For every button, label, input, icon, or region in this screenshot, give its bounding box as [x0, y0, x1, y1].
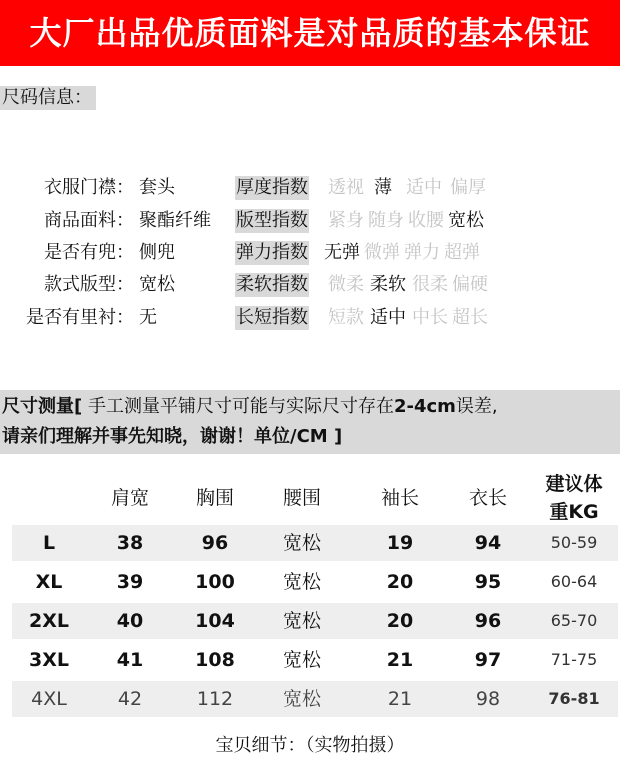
length-cell: 94 [474, 532, 502, 554]
weight-cell: 60-64 [550, 572, 598, 591]
attr-label: 衣服门襟 [44, 177, 116, 198]
measurement-title: 尺寸测量[ [2, 396, 83, 417]
attr-value: 无 [139, 307, 157, 328]
index-option: 中长 [412, 307, 448, 328]
length-cell: 95 [474, 571, 502, 593]
sleeve-cell: 21 [387, 688, 413, 710]
attr-value: 侧兜 [139, 242, 175, 263]
weight-cell: 76-81 [548, 689, 600, 708]
size-cell: XL [35, 571, 63, 593]
attr-label: 是否有里衬 [26, 307, 116, 328]
column-header-waist: 腰围 [282, 487, 321, 509]
column-header-weight-2: 重KG [549, 501, 599, 523]
weight-cell: 65-70 [550, 611, 598, 630]
chest-cell: 112 [196, 688, 234, 710]
waist-cell: 宽松 [282, 688, 321, 710]
chest-cell: 100 [195, 571, 235, 593]
sleeve-cell: 20 [386, 571, 414, 593]
index-name: 长短指数 [236, 307, 308, 328]
size-info-label: 尺码信息： [0, 86, 96, 110]
size-cell: 3XL [29, 649, 69, 671]
index-option: 超长 [452, 307, 488, 328]
chest-cell: 108 [195, 649, 235, 671]
attr-label: 是否有兜 [44, 242, 116, 263]
weight-cell: 71-75 [550, 650, 598, 669]
measurement-line-2: 请亲们理解并事先知晓，谢谢！单位/CM ] [2, 426, 343, 447]
measurement-range: 2-4cm [393, 396, 456, 417]
details-caption: 宝贝细节：（实物拍摄） [215, 735, 405, 756]
index-option: 很柔 [412, 274, 448, 295]
column-header-shoulder: 肩宽 [110, 487, 149, 509]
waist-cell: 宽松 [282, 532, 321, 554]
attr-separator: ： [116, 307, 134, 328]
column-header-chest: 胸围 [195, 487, 234, 509]
attr-separator: ： [116, 177, 134, 198]
index-name: 版型指数 [236, 210, 308, 231]
waist-cell: 宽松 [282, 649, 321, 671]
index-options [328, 306, 496, 330]
column-header-weight-1: 建议体 [545, 473, 603, 495]
shoulder-cell: 41 [116, 649, 144, 671]
index-option: 适中 [370, 307, 406, 328]
index-option: 柔软 [370, 274, 406, 295]
waist-cell: 宽松 [282, 610, 321, 632]
index-option: 透视 [328, 177, 364, 198]
index-option: 紧身 [328, 210, 364, 231]
shoulder-cell: 38 [116, 532, 144, 554]
index-options [328, 176, 494, 200]
index-options [324, 241, 488, 265]
measurement-note [0, 390, 620, 454]
attr-value: 聚酯纤维 [139, 210, 211, 231]
weight-cell: 50-59 [550, 533, 598, 552]
index-option: 微弹 [364, 242, 400, 263]
index-name: 弹力指数 [236, 242, 308, 263]
column-header-sleeve: 袖长 [380, 487, 419, 509]
index-option: 薄 [374, 177, 392, 198]
shoulder-cell: 42 [117, 688, 143, 710]
index-option: 收腰 [408, 210, 444, 231]
attr-value: 套头 [139, 177, 175, 198]
sleeve-cell: 19 [386, 532, 414, 554]
index-option: 随身 [368, 210, 404, 231]
index-option: 宽松 [448, 210, 484, 231]
shoulder-cell: 40 [116, 610, 144, 632]
attr-label: 款式版型 [44, 274, 116, 295]
measurement-line-1 [2, 392, 618, 422]
chest-cell: 104 [195, 610, 235, 632]
index-option: 弹力 [404, 242, 440, 263]
length-cell: 96 [474, 610, 502, 632]
measurement-text: 手工测量平铺尺寸可能与实际尺寸存在 [82, 396, 394, 417]
shoulder-cell: 39 [116, 571, 144, 593]
column-header-length: 衣长 [468, 487, 507, 509]
waist-cell: 宽松 [282, 571, 321, 593]
index-option: 偏硬 [452, 274, 488, 295]
attr-separator: ： [116, 242, 134, 263]
attr-separator: ： [116, 210, 134, 231]
size-cell: 4XL [31, 688, 67, 710]
index-option: 微柔 [328, 274, 364, 295]
measurement-text-end: 误差, [455, 396, 498, 417]
length-cell: 97 [474, 649, 502, 671]
index-name: 厚度指数 [236, 177, 308, 198]
index-option: 适中 [406, 177, 442, 198]
index-options [328, 273, 496, 297]
index-option: 超弹 [444, 242, 480, 263]
attr-label: 商品面料 [44, 210, 116, 231]
banner-title: 大厂出品优质面料是对品质的基本保证 [0, 0, 620, 66]
size-cell: 2XL [29, 610, 69, 632]
index-options [328, 209, 492, 233]
index-option: 偏厚 [450, 177, 486, 198]
attr-value: 宽松 [139, 274, 175, 295]
attr-separator: ： [116, 274, 134, 295]
index-option: 无弹 [324, 242, 360, 263]
size-cell: L [42, 532, 56, 554]
index-name: 柔软指数 [236, 274, 308, 295]
chest-cell: 96 [201, 532, 229, 554]
sleeve-cell: 20 [386, 610, 414, 632]
index-option: 短款 [328, 307, 364, 328]
sleeve-cell: 21 [386, 649, 414, 671]
length-cell: 98 [475, 688, 501, 710]
